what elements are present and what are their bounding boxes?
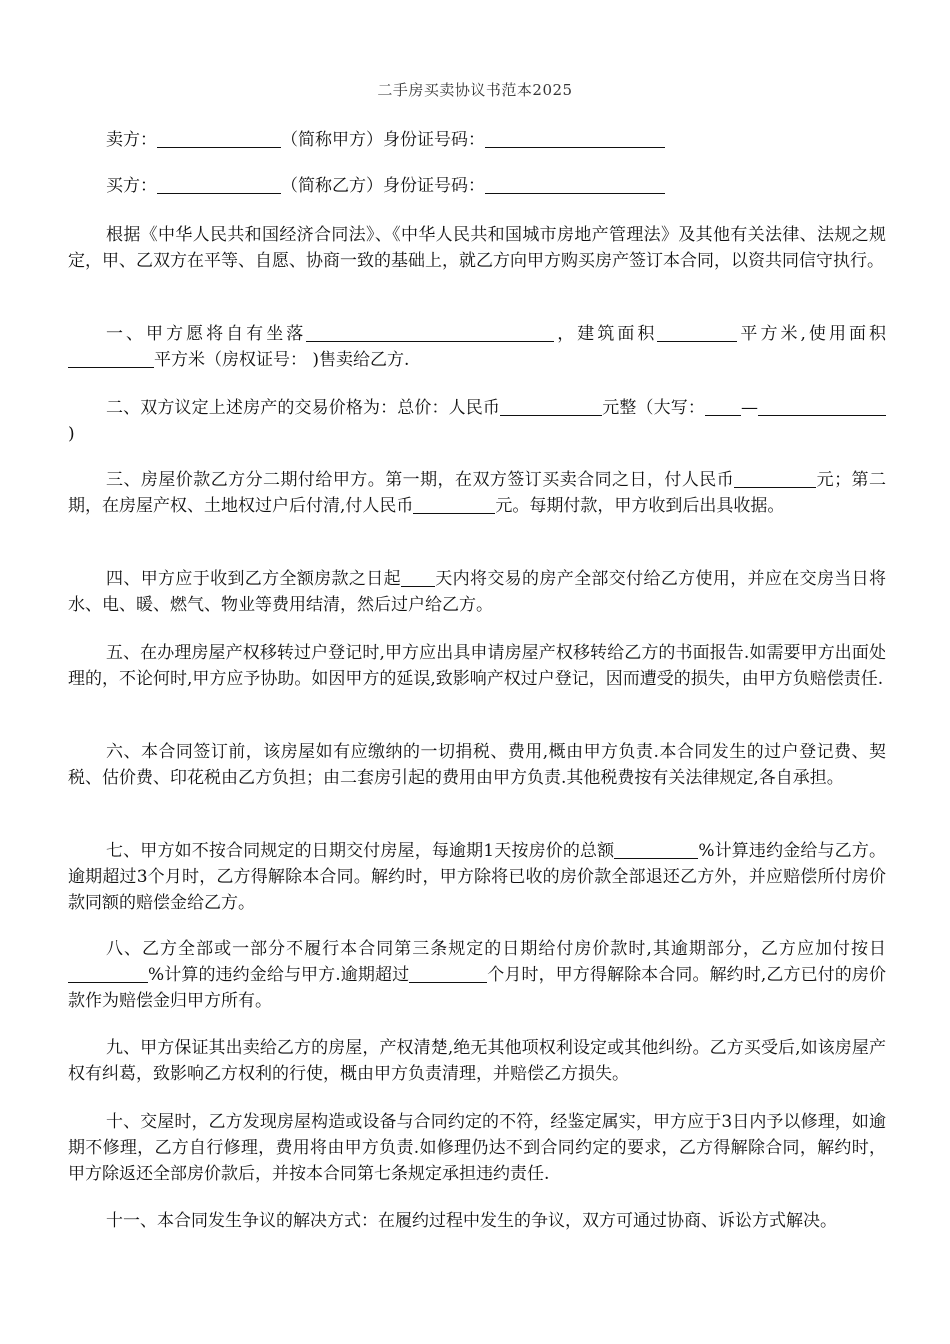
clause-4 — [68, 566, 886, 618]
amount-in-words-blank-1[interactable] — [705, 397, 741, 416]
seller-name-blank[interactable] — [157, 129, 281, 148]
clause-2-text-a: 二、双方议定上述房产的交易价格为：总价：人民币 — [106, 398, 501, 418]
clause-2-text-d: ) — [68, 424, 75, 444]
buyer-id-blank[interactable] — [485, 175, 665, 194]
clause-2 — [68, 395, 886, 447]
clause-10: 十、交屋时，乙方发现房屋构造或设备与合同约定的不符，经鉴定属实，甲方应于3日内予以修理，如逾期不修理，乙方自行修理，费用将由甲方负责.如修理仍达不到合同约定的要求，乙方得解除合同，解约时，甲方除返还全部房价款后，并按本合同第七条规定承担违约责任. — [68, 1112, 886, 1184]
total-price-blank[interactable] — [500, 397, 602, 416]
clause-9: 九、甲方保证其出卖给乙方的房屋，产权清楚,绝无其他项权利设定或其他纠纷。乙方买受后,如该房屋产权有纠葛，致影响乙方权利的行使，概由甲方负责清理，并赔偿乙方损失。 — [68, 1038, 886, 1084]
clause-8-text-a: 八、乙方全部或一部分不履行本合同第三条规定的日期给付房价款时,其逾期部分，乙方应加付按日 — [106, 939, 886, 959]
building-area-blank[interactable] — [657, 323, 737, 342]
seller-id-blank[interactable] — [485, 129, 665, 148]
clause-1-text-b: ，建筑面积 — [554, 324, 658, 344]
clause-1-text-a: 一、甲方愿将自有坐落 — [106, 324, 307, 344]
clause-7 — [68, 838, 886, 916]
clause-1-text-d: 平方米（房权证号： )售卖给乙方. — [154, 350, 410, 370]
clause-3-text-b: 元；第二期，在房屋产权、土地权过户后付清,付人民币 — [68, 470, 887, 516]
clause-1 — [68, 321, 886, 373]
seller-line — [68, 127, 886, 153]
delivery-days-blank[interactable] — [401, 568, 435, 587]
seller-label: 卖方： — [106, 130, 157, 150]
clause-4-text-a: 四、甲方应于收到乙方全额房款之日起 — [106, 569, 401, 589]
clause-6: 六、本合同签订前，该房屋如有应缴纳的一切捐税、费用,概由甲方负责.本合同发生的过户登记费、契税、估价费、印花税由乙方负担；由二套房引起的费用由甲方负责.其他税费按有关法律规定,各自承担。 — [68, 742, 886, 788]
buyer-line — [68, 173, 886, 199]
clause-3 — [68, 467, 886, 519]
clause-4-text-b: 天内将交易的房产全部交付给乙方使用，并应在交房当日将水、电、暖、燃气、物业等费用结清，然后过户给乙方。 — [68, 569, 887, 615]
buyer-label: 买方： — [106, 176, 157, 196]
amount-in-words-blank-3[interactable] — [814, 397, 886, 416]
preamble-paragraph: 根据《中华人民共和国经济合同法》、《中华人民共和国城市房地产管理法》及其他有关法律、法规之规定，甲、乙双方在平等、自愿、协商一致的基础上，就乙方向甲方购买房产签订本合同，以资共同信守执行。 — [68, 225, 886, 271]
seller-penalty-rate-blank[interactable] — [614, 840, 698, 859]
amount-in-words-blank-2[interactable] — [758, 397, 814, 416]
property-location-blank[interactable] — [306, 323, 554, 342]
clause-8-text-b: %计算的违约金给与甲方.逾期超过 — [148, 965, 410, 985]
clause-3-text-a: 三、房屋价款乙方分二期付给甲方。第一期，在双方签订买卖合同之日，付人民币 — [106, 470, 735, 490]
second-payment-blank[interactable] — [413, 495, 495, 514]
seller-alias-label: （简称甲方）身份证号码： — [281, 130, 485, 150]
document-title: 二手房买卖协议书范本2025 — [377, 81, 573, 99]
clause-8 — [68, 936, 886, 1014]
buyer-name-blank[interactable] — [157, 175, 281, 194]
buyer-penalty-rate-blank[interactable] — [68, 964, 148, 983]
clause-11: 十一、本合同发生争议的解决方式：在履约过程中发生的争议，双方可通过协商、诉讼方式解决。 — [106, 1211, 837, 1231]
clause-5: 五、在办理房屋产权移转过户登记时,甲方应出具申请房屋产权移转给乙方的书面报告.如需要甲方出面处理的，不论何时,甲方应予协助。如因甲方的延误,致影响产权过户登记，因而遭受的损失，由甲方负赔偿责任. — [68, 643, 886, 689]
clause-7-text-a: 七、甲方如不按合同规定的日期交付房屋，每逾期1天按房价的总额 — [106, 841, 615, 861]
clause-1-text-c: 平方米,使用面积 — [737, 324, 887, 344]
clause-2-dash: — — [741, 398, 759, 418]
clause-7-text-b: %计算违约金给与乙方。逾期超过3个月时，乙方得解除本合同。解约时，甲方除将已收的房价款全部退还乙方外，并应赔偿所付房价款同额的赔偿金给乙方。 — [68, 841, 886, 913]
first-payment-blank[interactable] — [734, 469, 816, 488]
clause-3-text-c: 元。每期付款，甲方收到后出具收据。 — [495, 496, 785, 516]
overdue-months-blank[interactable] — [409, 964, 487, 983]
buyer-alias-label: （简称乙方）身份证号码： — [281, 176, 485, 196]
usable-area-blank[interactable] — [68, 349, 154, 368]
clause-8-text-c: 个月时，甲方得解除本合同。解约时,乙方已付的房价款作为赔偿金归甲方所有。 — [68, 965, 886, 1011]
clause-2-text-b: 元整（大写： — [602, 398, 706, 418]
